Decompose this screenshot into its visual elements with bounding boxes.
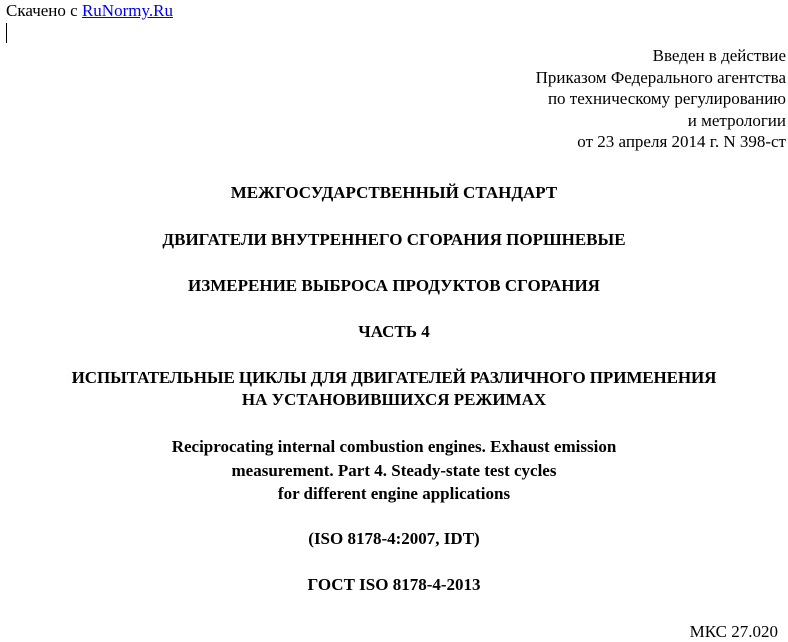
english-title xyxy=(0,435,788,506)
title-line-1: ДВИГАТЕЛИ ВНУТРЕННЕГО СГОРАНИЯ ПОРШНЕВЫЕ xyxy=(162,230,626,249)
source-link[interactable]: RuNormy.Ru xyxy=(81,1,173,20)
standard-designation: ГОСТ ISO 8178-4-2013 xyxy=(307,575,481,594)
english-title-line: Reciprocating internal combustion engines. Exhaust emission xyxy=(171,437,617,456)
source-prefix: Скачено с xyxy=(6,1,82,20)
english-title-line: for different engine applications xyxy=(277,484,511,503)
approval-line: по техническому регулированию xyxy=(547,89,786,109)
english-title-line: measurement. Part 4. Steady-state test cycles xyxy=(231,460,557,480)
part-title-line-1: ИСПЫТАТЕЛЬНЫЕ ЦИКЛЫ ДЛЯ ДВИГАТЕЛЕЙ РАЗЛИЧНОГО ПРИМЕНЕНИЯ xyxy=(71,368,717,387)
approval-line: и метрологии xyxy=(687,110,786,130)
text-cursor xyxy=(6,23,7,43)
part-heading: ЧАСТЬ 4 xyxy=(358,322,430,341)
approval-line: Введен в действие xyxy=(652,46,786,65)
standard-type-heading: МЕЖГОСУДАРСТВЕННЫЙ СТАНДАРТ xyxy=(230,183,558,202)
approval-block xyxy=(536,45,786,153)
classification-code: МКС 27.020 xyxy=(689,622,778,641)
title-line-2: ИЗМЕРЕНИЕ ВЫБРОСА ПРОДУКТОВ СГОРАНИЯ xyxy=(188,276,600,295)
iso-reference: (ISO 8178-4:2007, IDT) xyxy=(308,529,480,548)
part-title-line-2: НА УСТАНОВИВШИХСЯ РЕЖИМАХ xyxy=(241,390,547,409)
source-line xyxy=(6,1,173,21)
approval-line: от 23 апреля 2014 г. N 398-ст xyxy=(577,132,786,152)
approval-line: Приказом Федерального агентства xyxy=(535,67,786,87)
